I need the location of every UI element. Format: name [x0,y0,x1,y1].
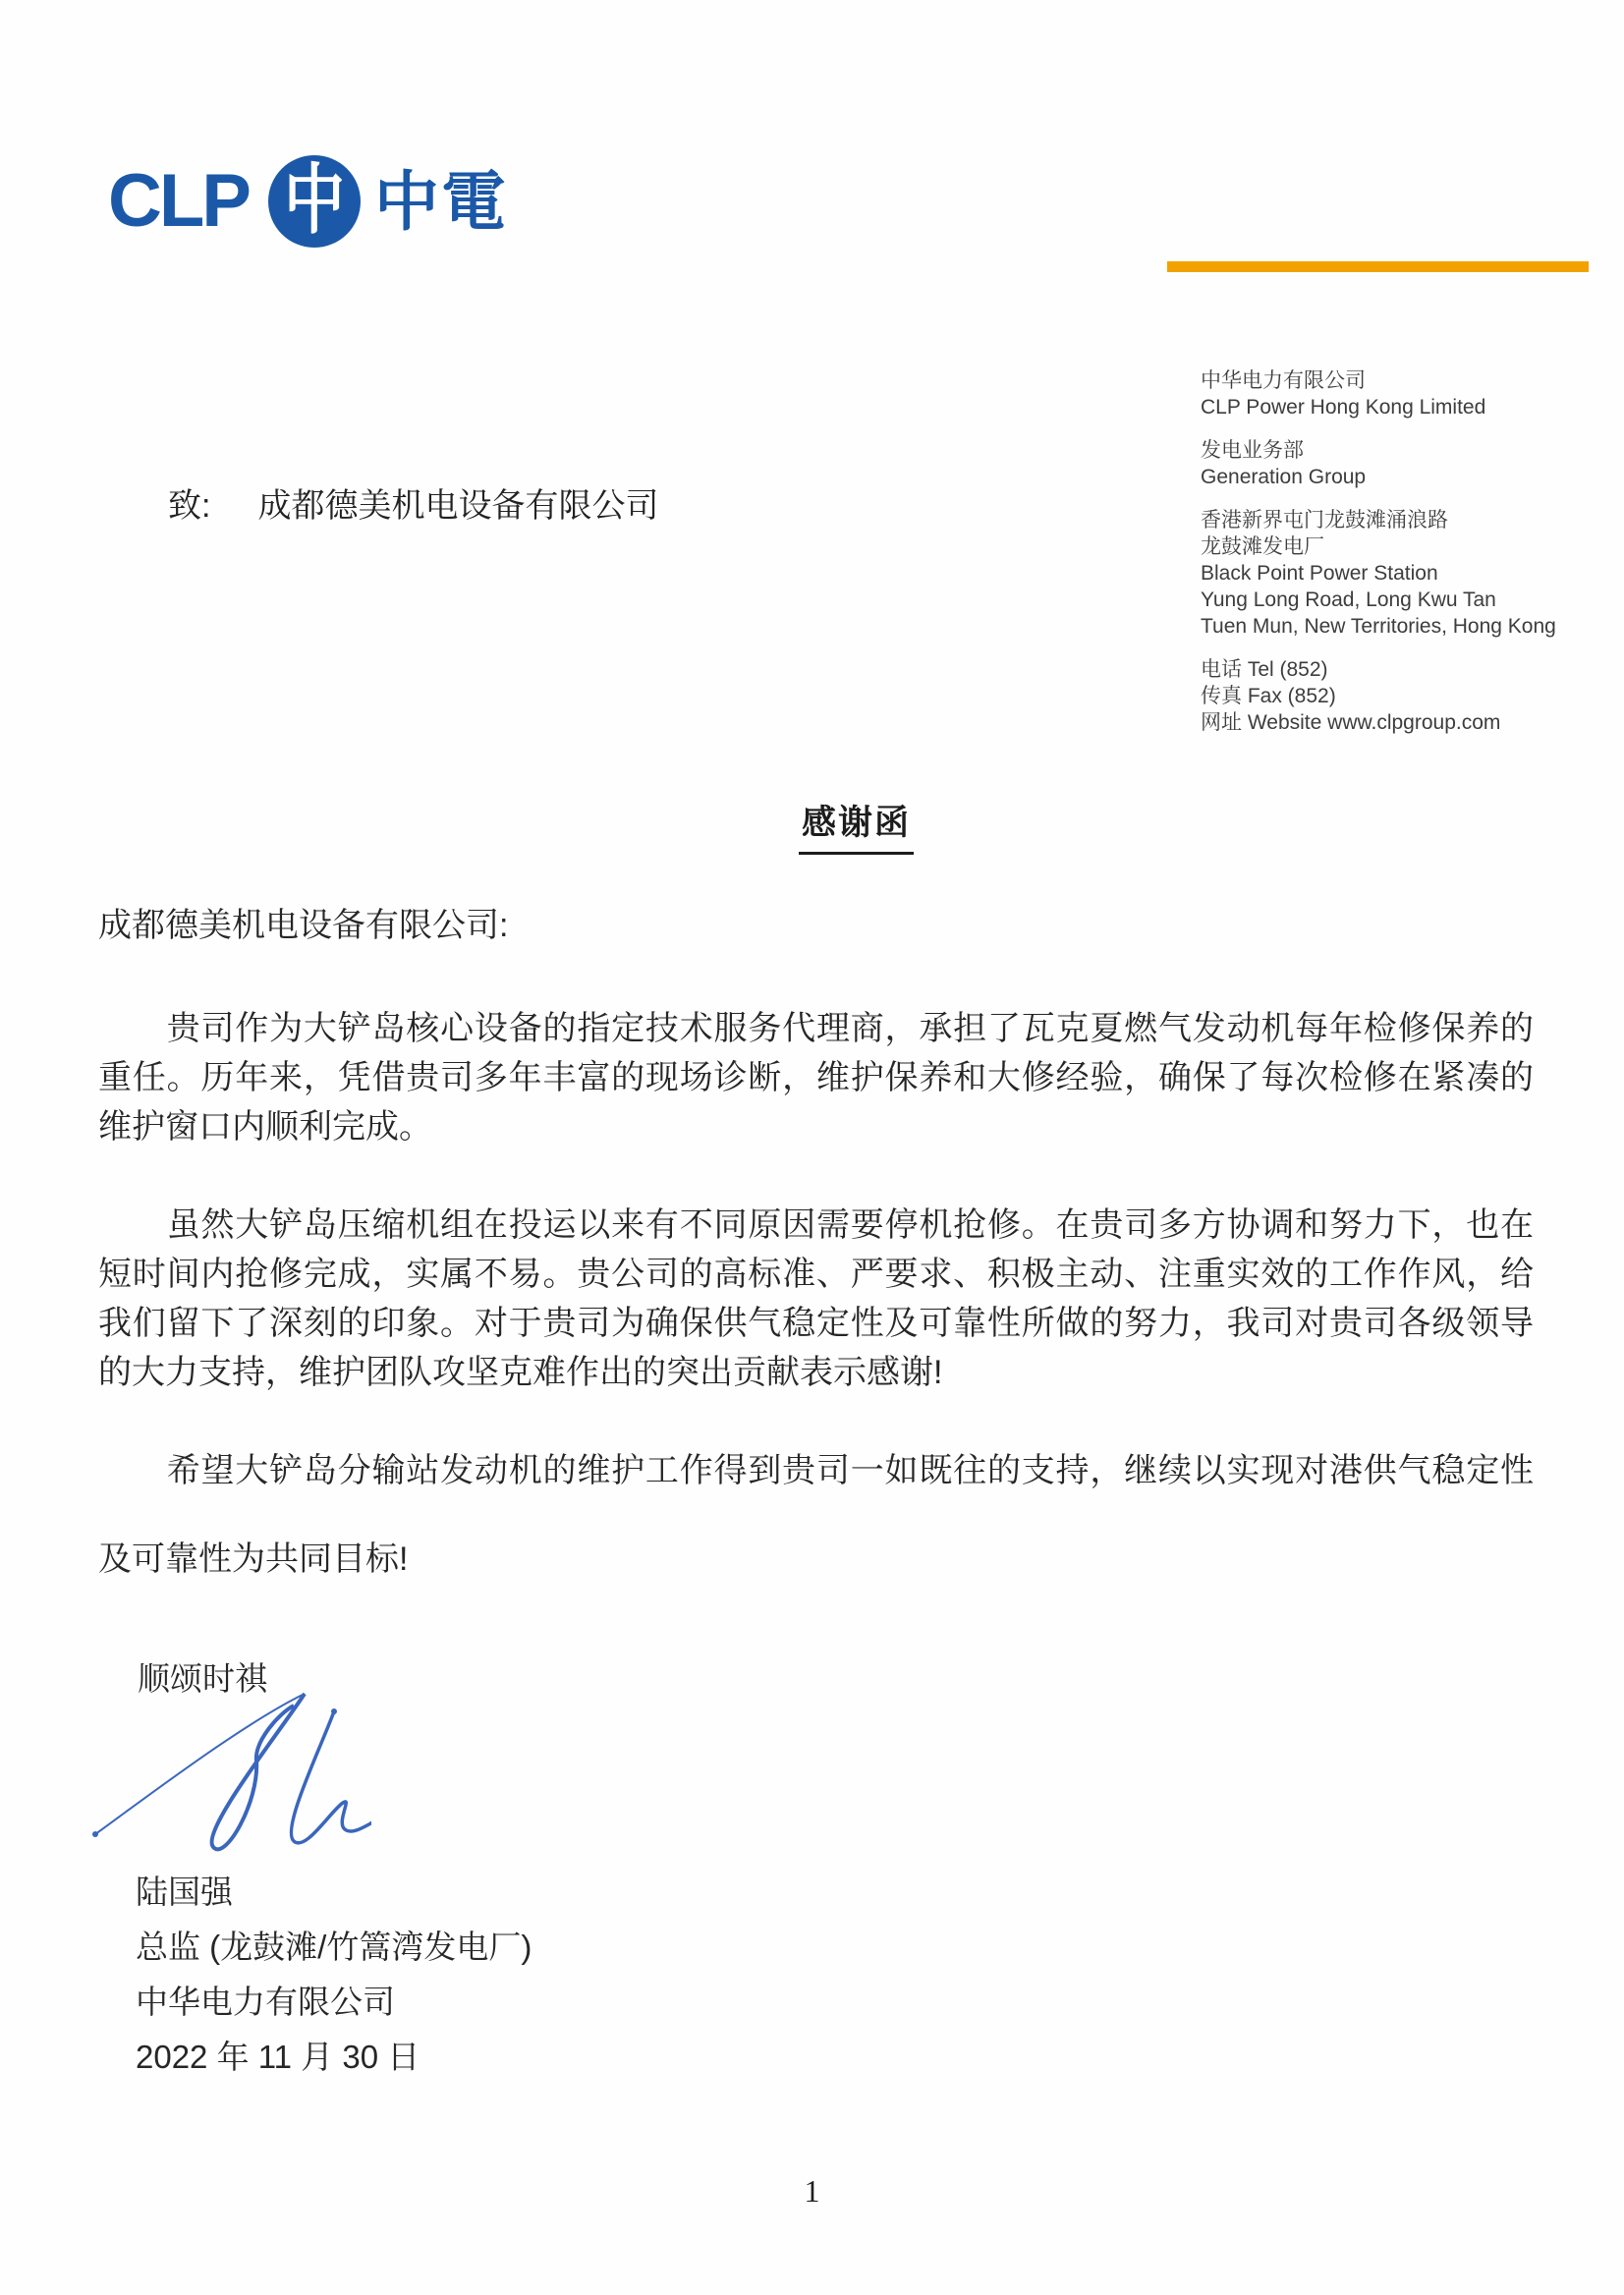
clp-emblem-char: 中 [283,158,345,244]
sender-company-zh: 中华电力有限公司 [1201,369,1366,392]
sender-address-en-1: Black Point Power Station [1201,562,1438,585]
sender-tel: 电话 Tel (852) [1201,658,1328,681]
letter-title: 感谢函 [799,796,914,855]
letter-title-wrap [88,796,1624,855]
signer-name: 陆国强 [136,1874,233,1910]
recipient-line [168,478,658,527]
sender-department-zh: 发电业务部 [1201,439,1304,462]
signer-company: 中华电力有限公司 [136,1984,395,2020]
signer-block [136,1865,532,2085]
paragraph-2: 虽然大铲岛压缩机组在投运以来有不同原因需要停机抢修。在贵司多方协调和努力下，也在短时间内抢修完成，实属不易。贵公司的高标准、严要求、积极主动、注重实效的工作作风，给我们留下了深刻的印象。对于贵司为确保供气稳定性及可靠性所做的努力，我司对贵司各级领导的大力支持，维护团队攻坚克难作出的突出贡献表示感谢! [98,1206,1534,1391]
clp-logo-text: CLP [108,159,249,243]
page-number: 1 [804,2173,820,2209]
sender-address [1201,507,1556,640]
sender-company-en: CLP Power Hong Kong Limited [1201,396,1486,419]
paragraph-1: 贵司作为大铲岛核心设备的指定技术服务代理商，承担了瓦克夏燃气发动机每年检修保养的重任。历年来，凭借贵司多年丰富的现场诊断，维护保养和大修经验，确保了每次检修在紧凑的维护窗口内顺利完成。 [98,1010,1534,1146]
closing-phrase: 顺颂时祺 [138,1660,267,1697]
clp-logo [108,155,508,248]
sender-address-zh-2: 龙鼓滩发电厂 [1201,535,1324,558]
recipient-label: 致: [168,487,211,525]
sender-address-zh-1: 香港新界屯门龙鼓滩涌浪路 [1201,509,1448,532]
paragraph-3: 希望大铲岛分输站发动机的维护工作得到贵司一如既往的支持，继续以实现对港供气稳定性及可靠性为共同目标! [98,1452,1534,1578]
sender-department-en: Generation Group [1201,466,1367,488]
salutation: 成都德美机电设备有限公司: [98,907,509,944]
clp-emblem-icon [268,155,361,248]
accent-rule [1167,261,1589,272]
sender-fax: 传真 Fax (852) [1201,685,1336,707]
letter-date: 2022 年 11 月 30 日 [136,2039,420,2075]
signature-image [86,1682,371,1869]
sender-address-block [1201,367,1556,753]
sender-company [1201,367,1556,420]
sender-address-en-2: Yung Long Road, Long Kwu Tan [1201,588,1496,611]
clp-logo-cjk-text: 中電 [374,165,508,238]
signer-title: 总监 (龙鼓滩/竹篙湾发电厂) [136,1929,532,1965]
sender-contact [1201,656,1556,736]
letter-body [98,901,1534,1603]
sender-department [1201,437,1556,490]
sender-website: 网址 Website www.clpgroup.com [1201,711,1501,734]
recipient-name: 成都德美机电设备有限公司 [257,487,659,525]
sender-address-en-3: Tuen Mun, New Territories, Hong Kong [1201,615,1556,638]
